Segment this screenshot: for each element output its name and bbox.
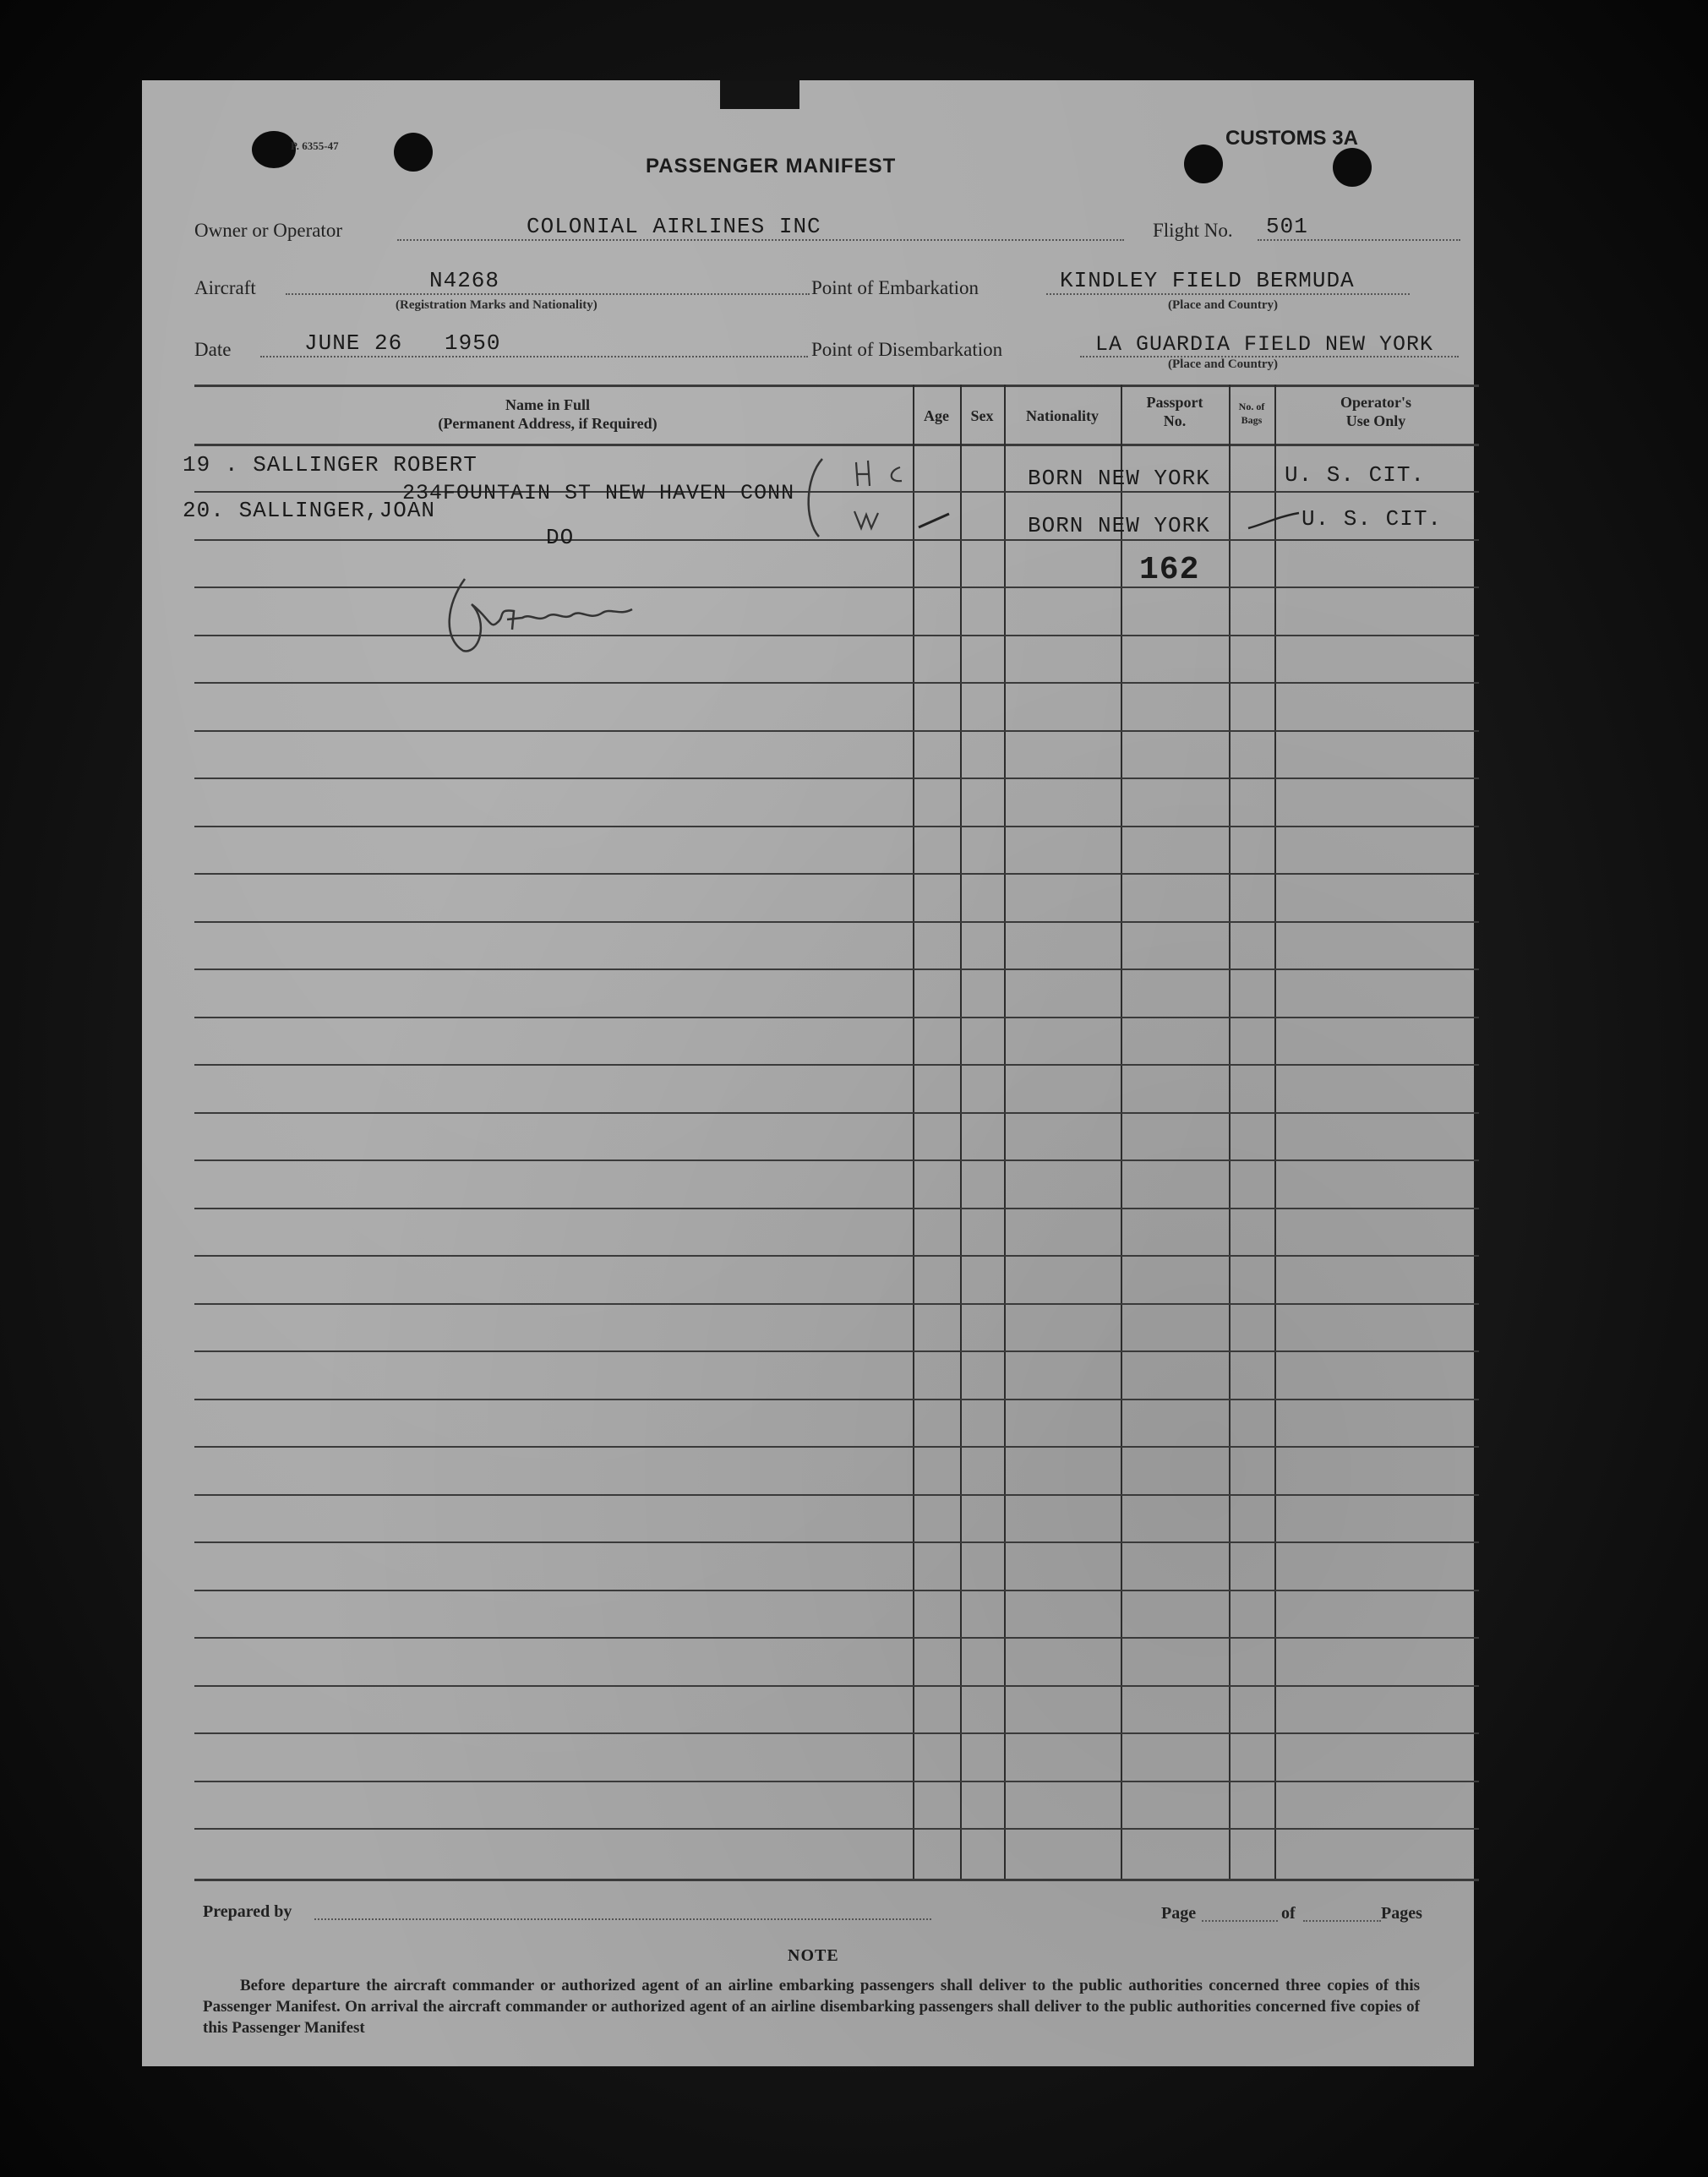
header-passport-line2: No. [1163,412,1187,429]
aircraft-note: (Registration Marks and Nationality) [396,298,598,312]
of-label: of [1281,1904,1296,1923]
owner-value: COLONIAL AIRLINES INC [527,214,821,239]
pages-label: Pages [1381,1904,1422,1923]
col-divider-operator [1274,385,1276,1879]
table-rule-line [194,1637,1479,1639]
embarkation-value: KINDLEY FIELD BERMUDA [1060,268,1355,293]
manifest-sheet [142,80,1474,2066]
table-rule-line [194,1064,1479,1066]
date-dotted-line [260,356,808,357]
table-rule-line [194,1017,1479,1018]
aircraft-label: Aircraft [194,277,256,298]
embarkation-dotted-line [1046,293,1410,295]
passenger-address: 234FOUNTAIN ST NEW HAVEN CONN [402,481,795,505]
table-rule-line [194,778,1479,779]
flight-label: Flight No. [1153,220,1233,241]
passenger-nationality: BORN NEW YORK [1028,513,1210,538]
page-label: Page [1161,1904,1197,1923]
header-operator-line1: Operator's [1340,394,1411,411]
table-rule-line [194,826,1479,827]
page-dotted-line [1202,1920,1278,1922]
table-rule-line [194,635,1479,636]
note-text: Before departure the aircraft commander or authorized agent of an airline embarking passengers shall deliver to the public authorities concerned three copies of this Passenger Manifest. On arrival the aircraft commander or authorized agent of an airline disembarking passengers shall deliver to the public authorities concerned five copies of this Passenger Manifest [203,1977,1420,2037]
table-rule-line [194,587,1479,588]
table-rule-line [194,1303,1479,1305]
check-mark [915,507,958,532]
embarkation-label: Point of Embarkation [811,277,980,298]
header-name [311,396,784,433]
row-number: 20. [183,498,225,523]
header-operator [1274,393,1477,430]
col-divider-sex [960,385,962,1879]
disembarkation-label: Point of Disembarkation [811,339,1003,360]
disembarkation-note: (Place and Country) [1168,357,1278,371]
owner-dotted-line [397,239,1124,241]
note-title: NOTE [788,1946,839,1965]
form-number: P. 6355-47 [291,139,339,152]
aircraft-dotted-line [286,293,810,295]
table-rule-line [194,873,1479,875]
table-rule-line [194,1590,1479,1591]
col-divider-nationality [1004,385,1006,1879]
col-divider-passport [1121,385,1122,1879]
table-rule-line [194,1685,1479,1687]
table-rule-line [194,1350,1479,1352]
table-rule-line [194,1208,1479,1209]
passenger-nationality: BORN NEW YORK [1028,466,1210,491]
aircraft-value: N4268 [429,268,500,293]
table-bottom-line [194,1879,1479,1881]
punch-hole-right-1 [1184,145,1223,183]
table-rule-line [194,1828,1479,1830]
flight-value: 501 [1266,214,1308,239]
passenger-name: SALLINGER,JOAN [225,498,436,523]
tape-top [720,80,799,109]
col-divider-bags [1229,385,1231,1879]
flight-dotted-line [1258,239,1460,241]
embarkation-note: (Place and Country) [1168,298,1278,312]
passport-stamp-number: 162 [1139,552,1200,588]
customs-form-label: CUSTOMS 3A [1225,127,1358,150]
row-number: 19 [183,452,211,477]
table-rule-line [194,1541,1479,1543]
table-rule-line [194,1399,1479,1400]
date-label: Date [194,339,232,360]
col-divider-age [913,385,914,1879]
table-rule-line [194,968,1479,970]
table-rule-line [194,1255,1479,1257]
punch-hole-left-1 [252,131,296,168]
header-passport-line1: Passport [1146,394,1203,411]
table-rule-line [194,1781,1479,1782]
owner-label: Owner or Operator [194,220,342,241]
passenger-address: DO [546,525,575,550]
prepared-by-label: Prepared by [203,1902,292,1921]
table-header-line [194,444,1479,446]
table-rule-line [194,682,1479,684]
header-name-line2: (Permanent Address, if Required) [438,415,658,432]
table-rule-line [194,1112,1479,1114]
of-dotted-line [1303,1920,1381,1922]
page-title: PASSENGER MANIFEST [646,155,897,177]
date-value: JUNE 26 1950 [304,330,501,356]
table-rule-line [194,1732,1479,1734]
table-top-line [194,385,1479,387]
header-sex: Sex [970,407,994,424]
header-age: Age [924,407,949,424]
dash-mark [1245,508,1304,533]
header-name-line1: Name in Full [505,396,590,413]
header-bags [1229,400,1274,427]
header-passport [1121,393,1229,430]
punch-hole-right-2 [1333,148,1372,187]
header-bags-line2: Bags [1241,414,1263,426]
table-rule-line [194,730,1479,732]
header-bags-line1: No. of [1238,401,1265,412]
prepared-by-dotted-line [314,1918,931,1920]
punch-hole-left-2 [394,133,433,172]
operator-use: U. S. CIT. [1285,462,1426,488]
disembarkation-value: LA GUARDIA FIELD NEW YORK [1095,332,1434,357]
table-rule-line [194,1494,1479,1496]
header-operator-line2: Use Only [1345,412,1406,429]
table-rule-line [194,921,1479,923]
handwritten-bracket [797,452,907,545]
header-nationality: Nationality [1025,407,1099,424]
handwritten-signature [438,570,641,663]
table-rule-line [194,1446,1479,1448]
passenger-name: . SALLINGER ROBERT [225,452,477,477]
operator-use: U. S. CIT. [1301,506,1443,532]
table-rule-line [194,1159,1479,1161]
